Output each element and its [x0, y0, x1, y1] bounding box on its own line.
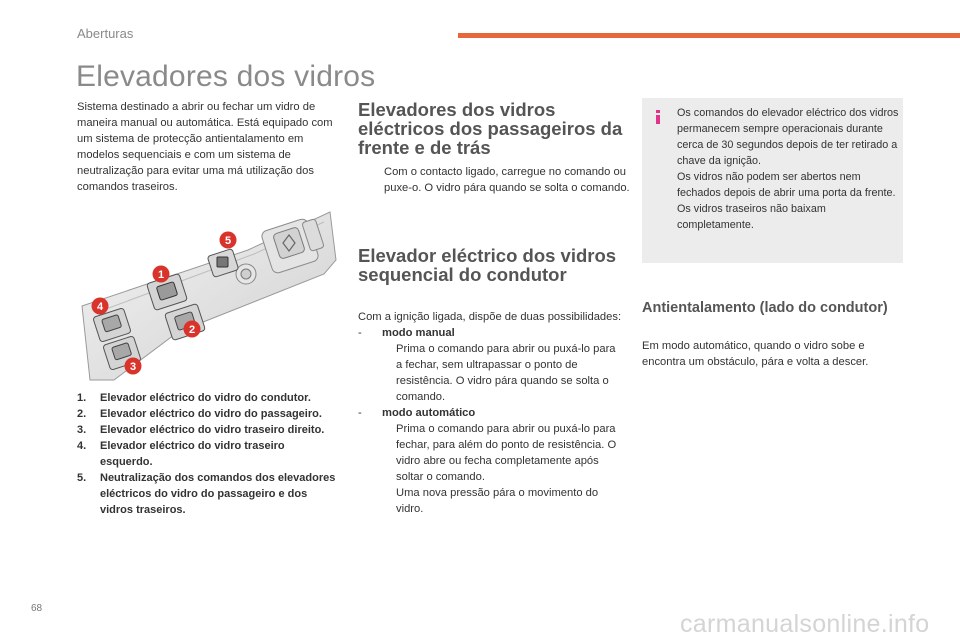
antipinch-text: Em modo automático, quando o vidro sobe e encontra um obstáculo, pára e volta a descer. [642, 340, 869, 368]
legend-number: 3. [77, 424, 87, 436]
svg-text:1: 1 [157, 269, 165, 281]
callout-5 [220, 232, 237, 249]
legend-list [77, 390, 339, 518]
section-label: Aberturas [77, 26, 134, 41]
driver-section [358, 309, 624, 517]
passengers-bullet [362, 164, 646, 196]
driver-heading: Elevador eléctrico dos vidros sequencial do condutor [358, 245, 617, 285]
svg-text:4: 4 [96, 301, 104, 313]
page-title: Elevadores dos vidros [76, 60, 376, 93]
legend-item [77, 406, 339, 422]
legend-text: Elevador eléctrico do vidro do condutor. [100, 392, 311, 404]
legend-number: 4. [77, 440, 87, 452]
callout-4 [92, 298, 109, 315]
callout-1 [153, 266, 170, 283]
driver-intro: Com a ignição ligada, dispõe de duas possibilidades: [358, 311, 622, 323]
legend-number: 1. [77, 392, 87, 404]
watermark: carmanualsonline.info [680, 610, 930, 638]
dash-marker: - [358, 407, 362, 419]
legend-text: Elevador eléctrico do vidro traseiro direito. [100, 424, 325, 436]
legend-item [77, 470, 339, 518]
svg-text:3: 3 [129, 361, 137, 373]
legend-item [77, 390, 339, 406]
legend-item [77, 438, 339, 470]
info-text: Os comandos do elevador eléctrico dos vidros permanecem sempre operacionais durante cerca de 30 segundos depois de ter retirado a chave da ignição. Os vidros não podem ser abertos nem fechados depois de abrir uma porta da frente. Os vidros traseiros não baixam completamente. [677, 107, 899, 231]
legend-number: 2. [77, 408, 87, 420]
callout-2 [184, 321, 201, 338]
info-icon [654, 110, 662, 124]
passengers-heading: Elevadores dos vidros eléctricos dos passageiros da frente e de trás [358, 99, 623, 158]
legend-number: 5. [77, 472, 87, 484]
legend-text: Elevador eléctrico do vidro traseiro esquerdo. [100, 440, 285, 468]
header-accent-bar [458, 33, 960, 38]
svg-text:2: 2 [188, 324, 196, 336]
window-switch-illustration [78, 202, 338, 382]
auto-mode-title: - modo automático [358, 407, 476, 419]
intro-paragraph: Sistema destinado a abrir ou fechar um vidro de maneira manual ou automática. Está equipado com um sistema de protecção antientalamento em modelos sequenciais e com um sistema de neutralização para evitar uma má utilização dos comandos traseiros. [77, 101, 333, 193]
manual-mode-bullet: Prima o comando para abrir ou puxá-lo para a fechar, sem ultrapassar o ponto de resistência. O vidro pára quando se solta o comando. [396, 343, 616, 403]
dash-marker: - [358, 327, 362, 339]
passengers-bullet-text: Com o contacto ligado, carregue no comando ou puxe-o. O vidro pára quando se solta o comando. [384, 166, 630, 194]
manual-mode-title: - modo manual [358, 327, 455, 339]
legend-text: Neutralização dos comandos dos elevadores eléctricos do vidro do passageiro e dos vidros traseiros. [100, 472, 336, 516]
auto-mode-bullet: Uma nova pressão pára o movimento do vidro. [396, 487, 599, 515]
antipinch-heading: Antientalamento (lado do condutor) [642, 300, 888, 316]
legend-item [77, 422, 339, 438]
callout-3 [125, 358, 142, 375]
legend-text: Elevador eléctrico do vidro do passageiro. [100, 408, 322, 420]
page-number: 68 [31, 603, 43, 614]
svg-text:5: 5 [224, 235, 232, 247]
auto-mode-bullet: Prima o comando para abrir ou puxá-lo para fechar, para além do ponto de resistência. O vidro abre ou fecha completamente após soltar o comando. [396, 423, 617, 483]
